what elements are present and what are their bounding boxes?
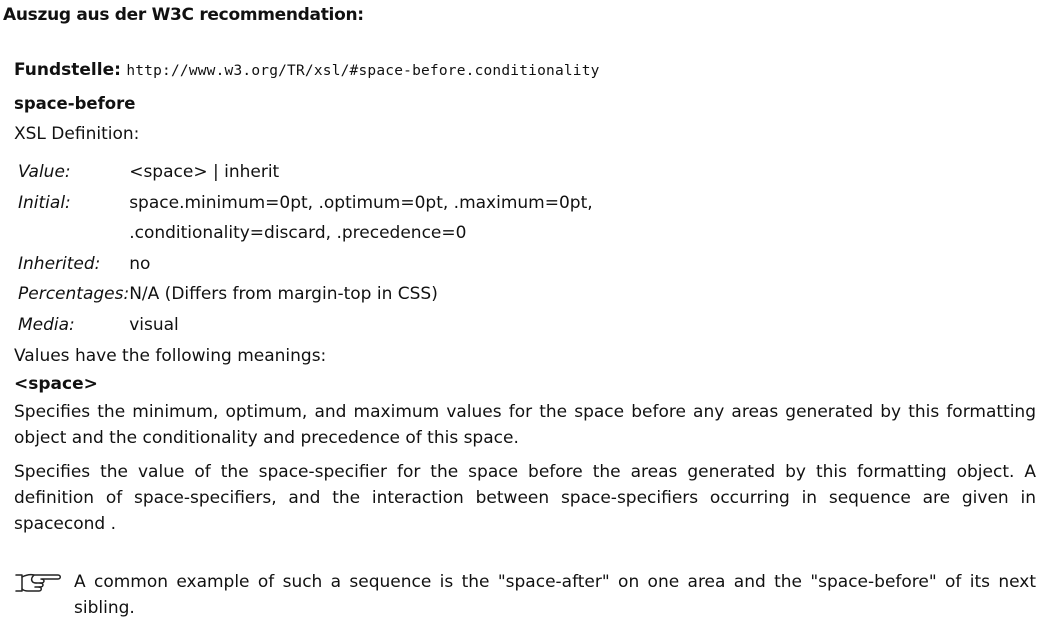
definition-table xyxy=(18,157,593,340)
space-term: <space> xyxy=(14,374,98,394)
source-label: Fundstelle: xyxy=(14,60,121,80)
recommendation-excerpt xyxy=(14,57,1036,545)
definition-value xyxy=(129,188,592,249)
pointing-hand-icon xyxy=(14,569,64,599)
meanings-intro: Values have the following meanings: xyxy=(14,346,327,366)
definition-row-inherited xyxy=(18,249,593,280)
definition-label: Percentages: xyxy=(18,284,130,304)
definition-value: N/A (Differs from margin-top in CSS) xyxy=(129,284,438,304)
definition-value-line: .conditionality=discard, .precedence=0 xyxy=(129,223,467,243)
definition-label: Value: xyxy=(18,162,71,182)
xsl-definition-label: XSL Definition: xyxy=(14,124,140,144)
definition-value: no xyxy=(129,253,151,274)
definition-value: visual xyxy=(129,314,179,335)
note-text: A common example of such a sequence is the "space-after" on one area and the "space-before" of its next sibling. xyxy=(74,572,1036,618)
definition-row-initial xyxy=(18,188,593,249)
page-heading: Auszug aus der W3C recommendation: xyxy=(3,5,364,25)
property-name: space-before xyxy=(14,94,136,113)
definition-value: <space> | inherit xyxy=(129,162,280,182)
definition-row-value xyxy=(18,157,593,188)
definition-label: Initial: xyxy=(18,192,71,213)
definition-row-media xyxy=(18,310,593,341)
source-reference xyxy=(14,57,1036,83)
definition-row-percentages xyxy=(18,279,593,310)
definition-value-line: space.minimum=0pt, .optimum=0pt, .maximum=0pt, xyxy=(129,192,593,213)
definition-label: Inherited: xyxy=(18,253,101,274)
paragraph: Specifies the minimum, optimum, and maximum values for the space before any areas generated by this formatting object and the conditionality and precedence of this space. xyxy=(14,402,1036,448)
source-url: http://www.w3.org/TR/xsl/#space-before.conditionality xyxy=(126,63,600,79)
paragraph: Specifies the value of the space-specifier for the space before the areas generated by this formatting object. A definition of space-specifiers, and the interaction between space-specifiers occurring in sequence are given in spacecond . xyxy=(14,462,1036,534)
definition-label: Media: xyxy=(18,314,75,335)
